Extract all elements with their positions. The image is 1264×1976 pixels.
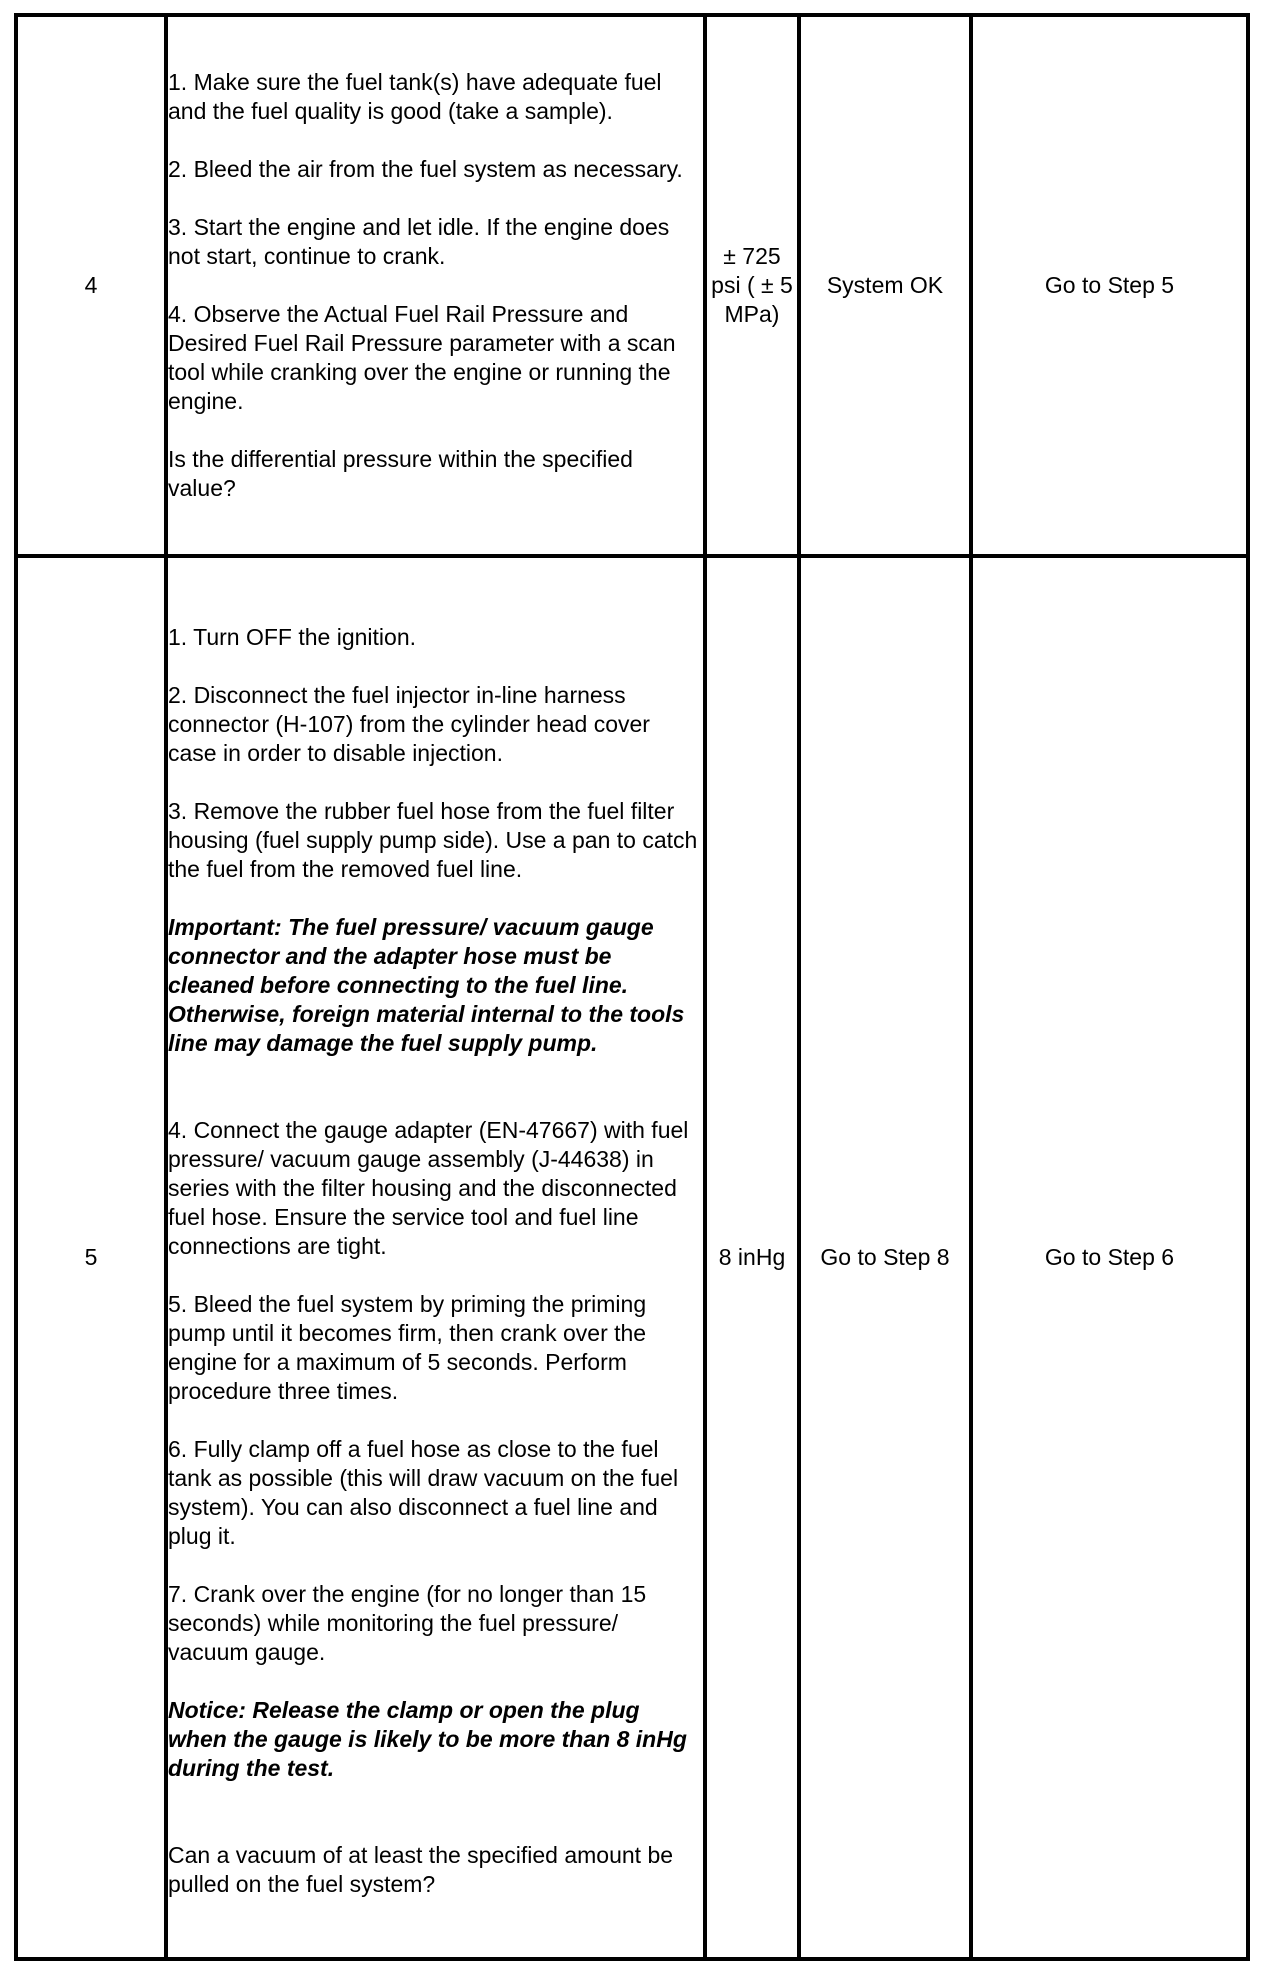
question-text: Can a vacuum of at least the specified amount be pulled on the fuel system? <box>168 1841 674 1897</box>
important-note: Important: The fuel pressure/ vacuum gauge connector and the adapter hose must be cleaned before connecting to the fuel line. Otherwise, foreign material internal to the tools line may damage the fuel supply pump. <box>168 913 685 1056</box>
instruction-text: 6. Fully clamp off a fuel hose as close to the fuel tank as possible (this will draw vacuum on the fuel system). You can also disconnect a fuel line and plug it. <box>168 1435 679 1549</box>
specified-value-cell: 8 inHg <box>705 556 799 1959</box>
question-text: Is the differential pressure within the specified value? <box>168 446 633 501</box>
yes-result-cell: Go to Step 8 <box>799 556 971 1959</box>
instruction-text: 7. Crank over the engine (for no longer than 15 seconds) while monitoring the fuel pressure/ vacuum gauge. <box>168 1580 647 1665</box>
instruction-text: 5. Bleed the fuel system by priming the priming pump until it becomes firm, then crank over the engine for a maximum of 5 seconds. Perform procedure three times. <box>168 1290 647 1404</box>
instruction-text: 2. Bleed the air from the fuel system as necessary. <box>168 156 683 182</box>
instruction-text: 3. Remove the rubber fuel hose from the fuel filter housing (fuel supply pump side). Use a pan to catch the fuel from the removed fuel line. <box>168 797 698 882</box>
instruction-text: 4. Connect the gauge adapter (EN-47667) with fuel pressure/ vacuum gauge assembly (J-44638) in series with the filter housing and the disconnected fuel hose. Ensure the service tool and fuel line connections are tight. <box>168 1116 689 1259</box>
instruction-text: 4. Observe the Actual Fuel Rail Pressure and Desired Fuel Rail Pressure parameter with a scan tool while cranking over the engine or running the engine. <box>168 301 676 414</box>
notice-note: Notice: Release the clamp or open the plug when the gauge is likely to be more than 8 inHg during the test. <box>168 1696 687 1781</box>
instruction-text: 3. Start the engine and let idle. If the engine does not start, continue to crank. <box>168 214 670 269</box>
diagnostic-step-table <box>14 13 1250 1961</box>
table-row-step-4 <box>16 15 1248 556</box>
specified-value-cell: ± 725 psi ( ± 5 MPa) <box>705 15 799 556</box>
yes-result-cell: System OK <box>799 15 971 556</box>
step-number-cell: 4 <box>16 15 166 556</box>
no-result-cell: Go to Step 5 <box>971 15 1248 556</box>
instruction-text: 1. Make sure the fuel tank(s) have adequate fuel and the fuel quality is good (take a sample). <box>168 69 662 124</box>
instruction-text: 1. Turn OFF the ignition. <box>168 623 417 650</box>
instruction-text: 2. Disconnect the fuel injector in-line harness connector (H-107) from the cylinder head cover case in order to disable injection. <box>168 681 650 766</box>
step-number-cell: 5 <box>16 556 166 1959</box>
no-result-cell: Go to Step 6 <box>971 556 1248 1959</box>
table-row-step-5 <box>16 556 1248 1959</box>
step-action-cell <box>166 15 705 556</box>
step-action-cell <box>166 556 705 1959</box>
